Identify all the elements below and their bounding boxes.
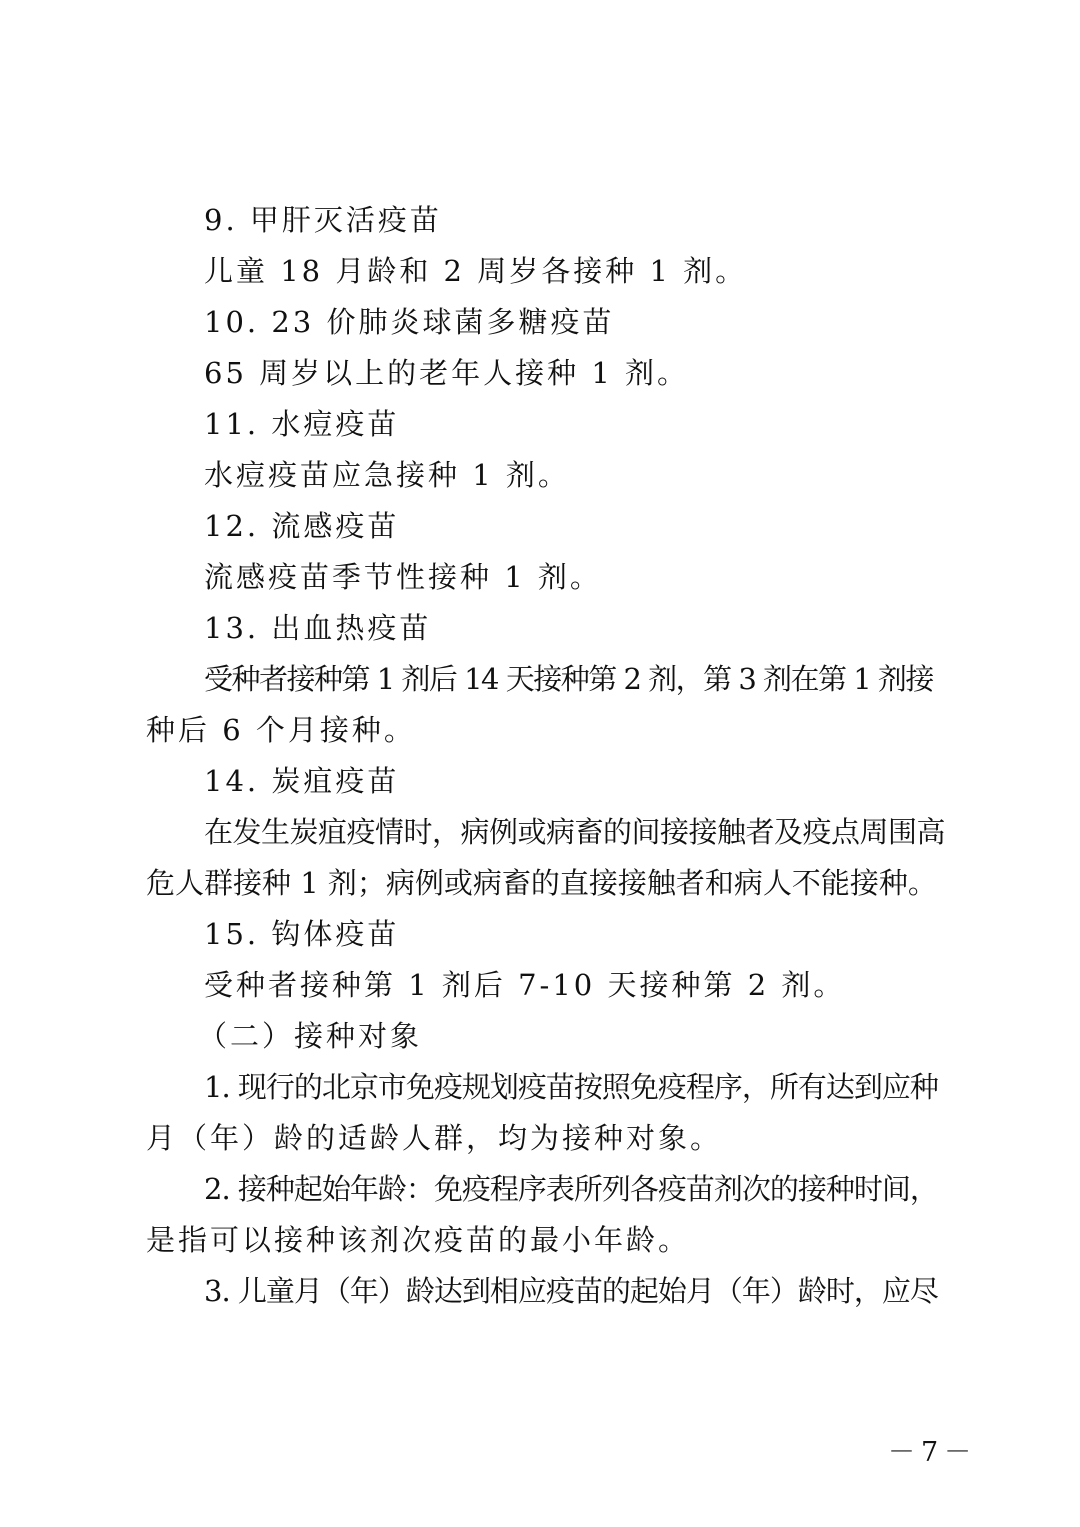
heading-anthrax-vaccine: 14. 炭疽疫苗: [204, 764, 400, 798]
page-number: －7－: [888, 1437, 978, 1468]
heading-hemorrhagic-fever-vaccine: 13. 出血热疫苗: [204, 611, 432, 645]
heading-varicella-vaccine: 11. 水痘疫苗: [204, 407, 400, 441]
heading-pneumococcal-vaccine: 10. 23 价肺炎球菌多糖疫苗: [204, 305, 615, 339]
paragraph-targets-2-line1: 2. 接种起始年龄：免疫程序表所列各疫苗剂次的接种时间，: [204, 1172, 938, 1206]
heading-hepatitis-a-vaccine: 9. 甲肝灭活疫苗: [204, 203, 442, 237]
section-heading-vaccination-targets: （二）接种对象: [198, 1019, 423, 1053]
heading-leptospira-vaccine: 15. 钩体疫苗: [204, 917, 400, 951]
paragraph-targets-3-line1: 3. 儿童月（年）龄达到相应疫苗的起始月（年）龄时，应尽: [204, 1274, 938, 1308]
paragraph-anthrax-schedule-line1: 在发生炭疽疫情时，病例或病畜的间接接触者及疫点周围高: [204, 815, 946, 849]
paragraph-pneumococcal-schedule: 65 周岁以上的老年人接种 1 剂。: [204, 356, 690, 390]
paragraph-targets-1-line1: 1. 现行的北京市免疫规划疫苗按照免疫程序，所有达到应种: [204, 1070, 938, 1104]
paragraph-anthrax-schedule-line2: 危人群接种 1 剂；病例或病畜的直接接触者和病人不能接种。: [146, 866, 937, 900]
heading-influenza-vaccine: 12. 流感疫苗: [204, 509, 400, 543]
paragraph-hepatitis-a-schedule: 儿童 18 月龄和 2 周岁各接种 1 剂。: [204, 254, 748, 288]
paragraph-influenza-schedule: 流感疫苗季节性接种 1 剂。: [204, 560, 602, 594]
paragraph-targets-1-line2: 月（年）龄的适龄人群，均为接种对象。: [146, 1121, 723, 1155]
paragraph-hemorrhagic-fever-schedule-line1: 受种者接种第 1 剂后 14 天接种第 2 剂，第 3 剂在第 1 剂接: [204, 662, 933, 696]
paragraph-targets-2-line2: 是指可以接种该剂次疫苗的最小年龄。: [146, 1223, 691, 1257]
paragraph-varicella-schedule: 水痘疫苗应急接种 1 剂。: [204, 458, 570, 492]
paragraph-leptospira-schedule: 受种者接种第 1 剂后 7-10 天接种第 2 剂。: [204, 968, 846, 1002]
paragraph-hemorrhagic-fever-schedule-line2: 种后 6 个月接种。: [146, 713, 416, 747]
